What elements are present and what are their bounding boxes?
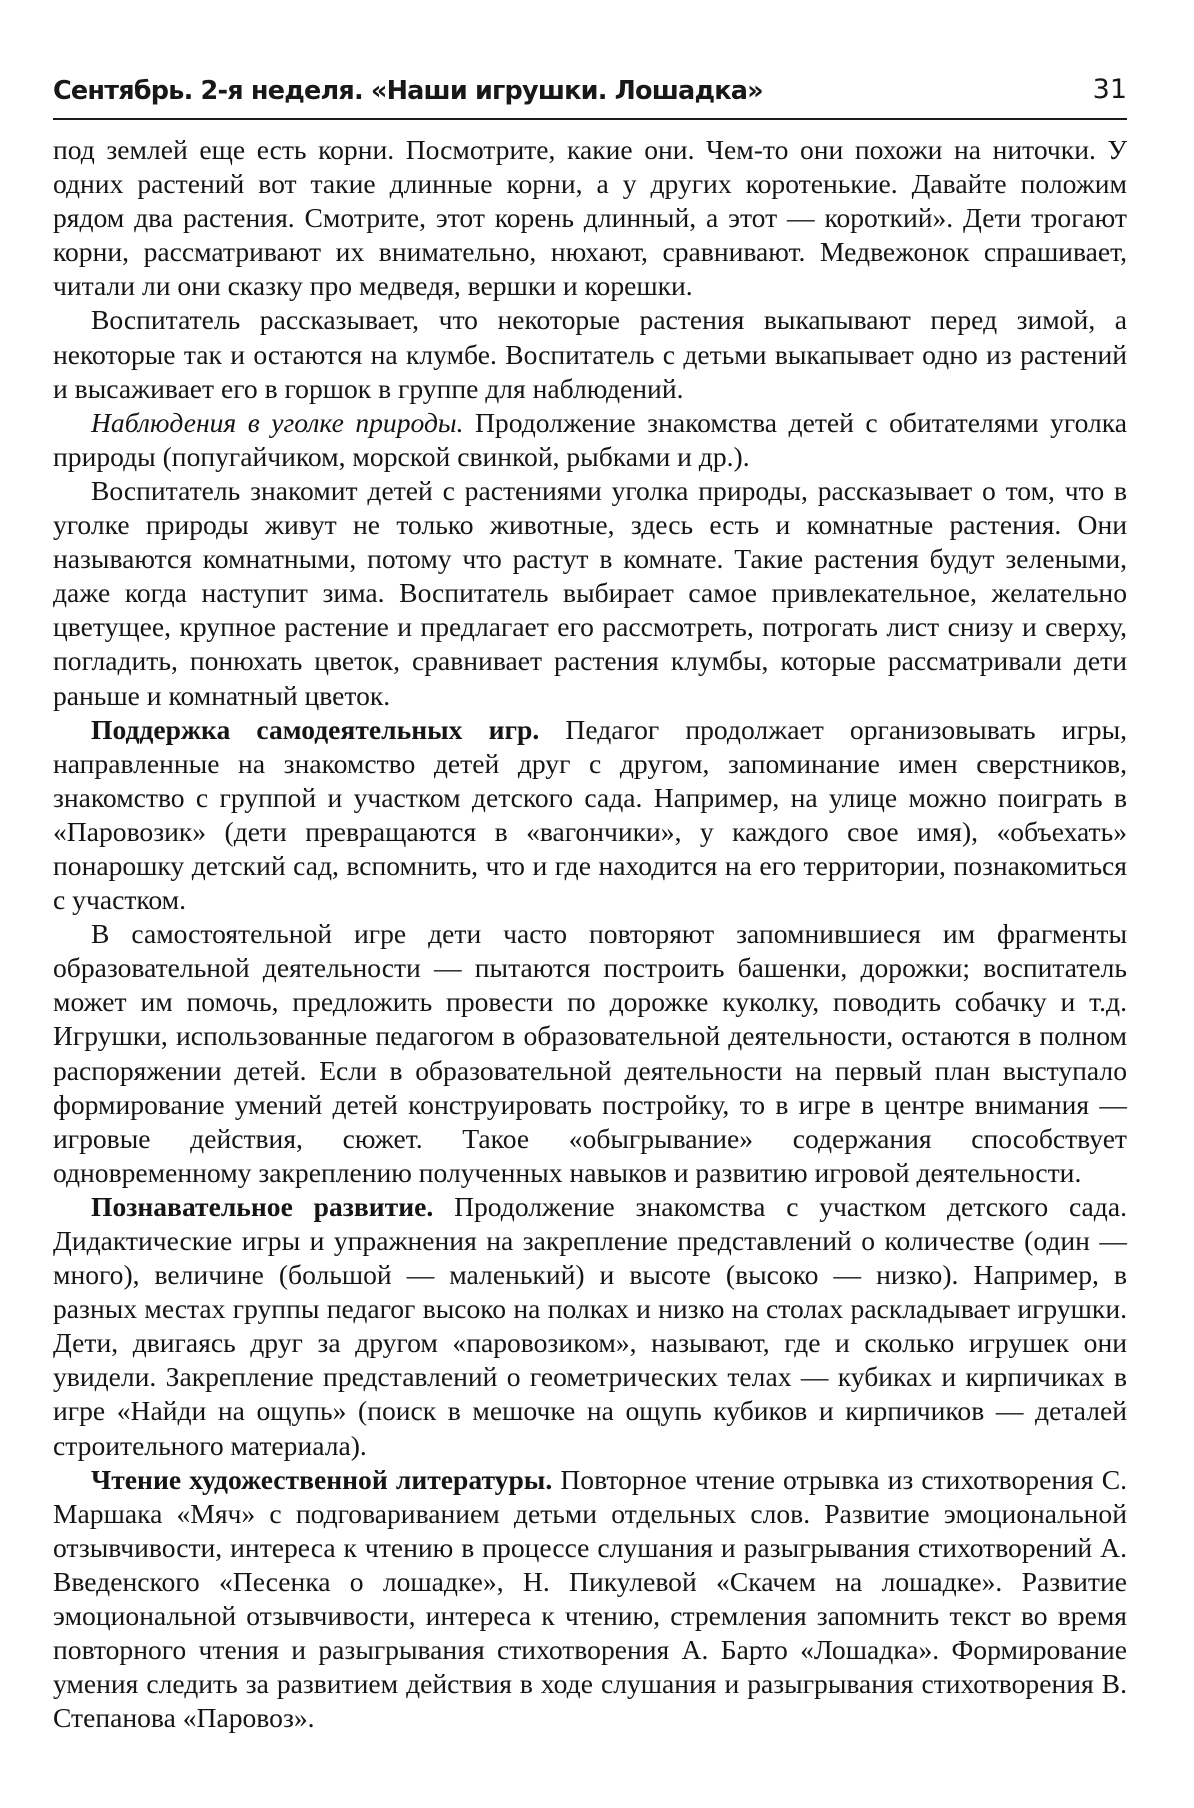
paragraph-text: Продолжение знакомства детей с обитателями уголка природы (попугайчиком, морской свинкой, рыбками и др.). [53, 406, 1128, 472]
paragraph-heading: Чтение художественной литературы. [91, 1463, 553, 1495]
paragraph [53, 713, 1127, 918]
paragraph-text: Педагог продолжает организовывать игры, направленные на знакомство детей друг с другом, запоминание имен сверстников, знакомство с группой и участком детского сада. Например, на улице можно поиграть в «Паровозик» (дети превращаются в «вагончики», у каждого свое имя), «объехать» понарошку детский сад, вспомнить, что и где находится на его территории, познакомиться с участком. [53, 713, 1128, 916]
running-head [53, 66, 1127, 120]
paragraph [53, 133, 1127, 303]
paragraph-text: Повторное чтение отрывка из стихотворения С. Маршака «Мяч» с подговариванием детьми отдельных слов. Развитие эмоциональной отзывчивости, интереса к чтению в процессе слушания и разыгрывания стихотворений А. Введенского «Песенка о лошадке», Н. Пикулевой «Скачем на лошадке». Развитие эмоциональной отзывчивости, интереса к чтению, стремления запомнить текст во время повторного чтения и разыгрывания стихотворения А. Барто «Лошадка». Формирование умения следить за развитием действия в ходе слушания и разыгрывания стихотворения В. Степанова «Паровоз». [53, 1463, 1127, 1734]
paragraph [53, 917, 1127, 1190]
paragraph [53, 1463, 1127, 1736]
paragraph [53, 474, 1127, 713]
paragraph [53, 406, 1127, 474]
paragraph-text: В самостоятельной игре дети часто повторяют запомнившиеся им фрагменты образовательной деятельности — пытаются построить башенки, дорожки; воспитатель может им помочь, предложить провести по дорожке куколку, поводить собачку и т.д. Игрушки, использованные педагогом в образовательной деятельности, остаются в полном распоряжении детей. Если в образовательной деятельности на первый план выступало формирование умений детей конструировать постройку, то в игре в центре внимания — игровые действия, сюжет. Такое «обыгрывание» содержания способствует одновременному закреплению полученных навыков и развитию игровой деятельности. [53, 918, 1127, 1188]
body-text [53, 133, 1127, 1735]
paragraph [53, 303, 1127, 405]
paragraph [53, 1190, 1127, 1463]
paragraph-text: Воспитатель знакомит детей с растениями уголка природы, рассказывает о том, что в уголке природы живут не только животные, здесь есть и комнатные растения. Они называются комнатными, потому что растут в комнате. Такие растения будут зелеными, даже когда наступит зима. Воспитатель выбирает самое привлекательное, желательно цветущее, крупное растение и предлагает его рассмотреть, потрогать лист снизу и сверху, погладить, понюхать цветок, сравнивает растения клумбы, которые рассматривали дети раньше и комнатный цветок. [53, 474, 1127, 711]
paragraph-heading: Наблюдения в уголке природы. [91, 406, 464, 438]
paragraph-text: Продолжение знакомства с участком детского сада. Дидактические игры и упражнения на закрепление представлений о количестве (один — много), величине (большой — маленький) и высоте (высоко — низко). Например, в разных местах группы педагог высоко на полках и низко на столах раскладывает игрушки. Дети, двигаясь друг за другом «паровозиком», называют, где и сколько игрушек они увидели. Закрепление представлений о геометрических телах — кубиках и кирпичиках в игре «Найди на ощупь» (поиск в мешочке на ощупь кубиков и кирпичиков — деталей строительного материала). [53, 1190, 1127, 1461]
paragraph-text: под землей еще есть корни. Посмотрите, какие они. Чем-то они похожи на ниточки. У одних растений вот такие длинные корни, а у других коротенькие. Давайте положим рядом два растения. Смотрите, этот корень длинный, а этот — короткий». Дети трогают корни, рассматривают их внимательно, нюхают, сравнивают. Медвежонок спрашивает, читали ли они сказку про медведя, вершки и корешки. [53, 134, 1127, 302]
paragraph-heading: Познавательное развитие. [91, 1190, 434, 1222]
running-head-title: Сентябрь. 2-я неделя. «Наши игрушки. Лошадка» [53, 76, 763, 106]
page-number: 31 [1092, 74, 1127, 105]
paragraph-text: Воспитатель рассказывает, что некоторые растения выкапывают перед зимой, а некоторые так и остаются на клумбе. Воспитатель с детьми выкапывает одно из растений и высаживает его в горшок в группе для наблюдений. [53, 304, 1127, 404]
paragraph-heading: Поддержка самодеятельных игр. [91, 713, 540, 745]
